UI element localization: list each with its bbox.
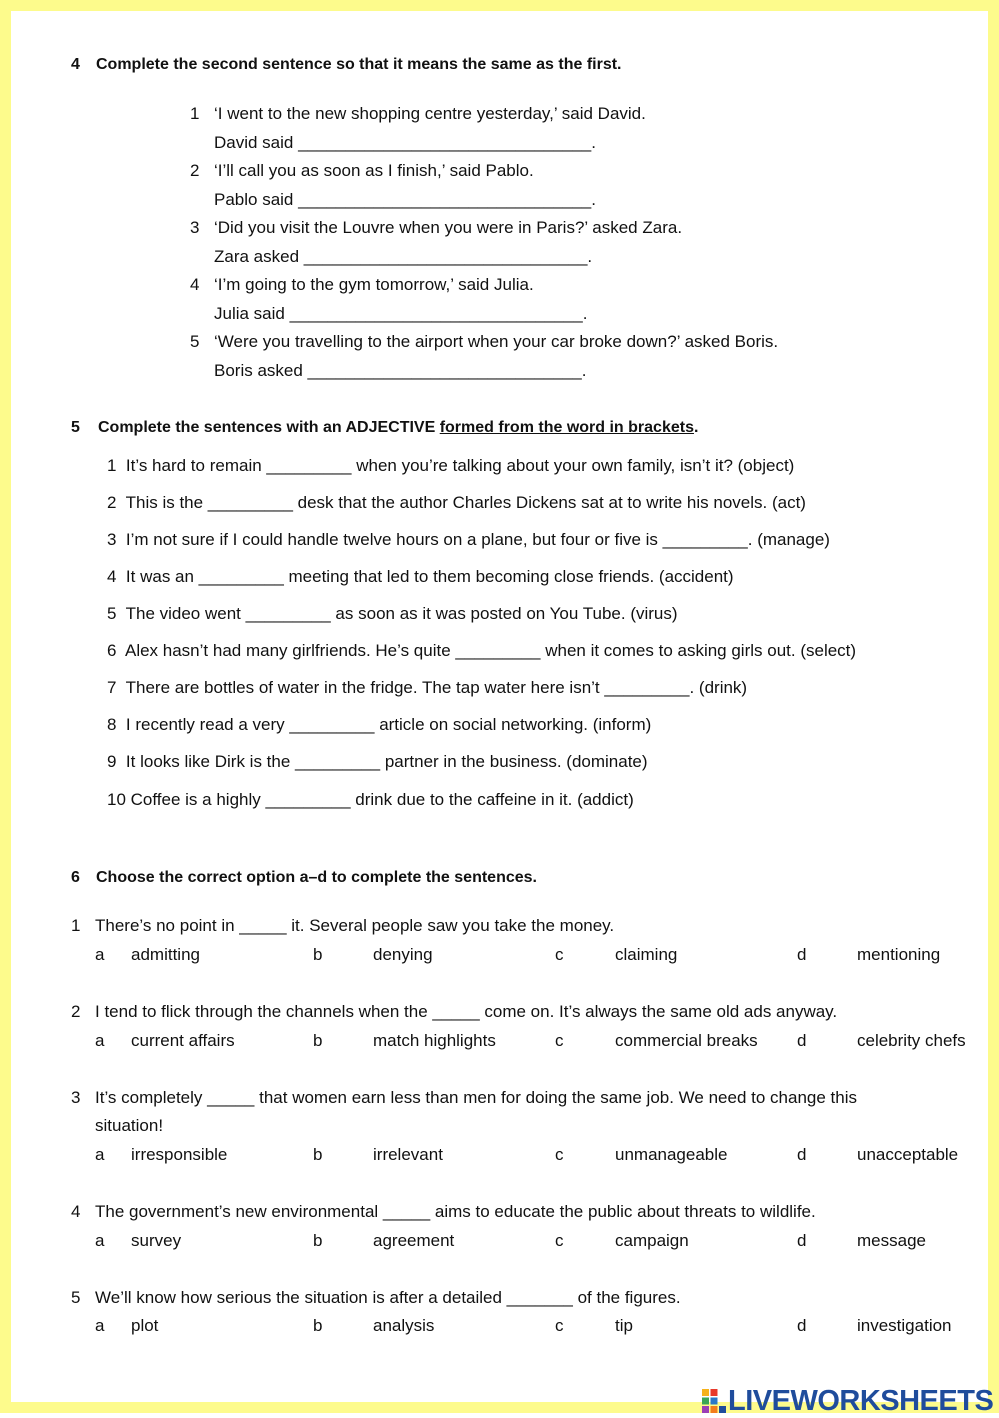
item-text: It was an _________ meeting that led to them becoming close friends. (accident) — [125, 567, 734, 586]
item-number: 1 — [190, 104, 200, 123]
item-answer-line[interactable]: Zara asked ______________________________. — [214, 247, 593, 266]
option-letter-b: b — [313, 1031, 323, 1050]
item-text: I recently read a very _________ article on social networking. (inform) — [125, 715, 652, 734]
option-d[interactable]: investigation — [857, 1316, 952, 1335]
option-letter-d: d — [797, 1316, 807, 1335]
option-letter-a: a — [95, 1316, 105, 1335]
option-letter-d: d — [797, 1231, 807, 1250]
option-c[interactable]: commercial breaks — [615, 1031, 758, 1050]
section5-item[interactable] — [107, 715, 651, 735]
section4-title: Complete the second sentence so that it means the same as the first. — [96, 56, 622, 73]
option-letter-c: c — [555, 1145, 564, 1164]
section5-item[interactable] — [107, 790, 634, 810]
question-number: 4 — [71, 1202, 81, 1221]
item-number: 4 — [107, 567, 117, 586]
option-d[interactable]: celebrity chefs — [857, 1031, 966, 1050]
item-number: 3 — [190, 218, 200, 237]
option-a[interactable]: survey — [131, 1231, 182, 1250]
question-text: We’ll know how serious the situation is after a detailed _______ of the figures. — [95, 1288, 681, 1307]
item-quote: ‘I’ll call you as soon as I finish,’ said Pablo. — [214, 161, 534, 180]
section5-item[interactable] — [107, 604, 678, 624]
question-number: 3 — [71, 1088, 81, 1107]
item-answer-line[interactable]: David said _______________________________. — [214, 133, 596, 152]
item-text: The video went _________ as soon as it was posted on You Tube. (virus) — [125, 604, 678, 623]
section4-number: 4 — [71, 56, 80, 73]
option-letter-c: c — [555, 1231, 564, 1250]
section5-item[interactable] — [107, 678, 747, 698]
section5-title-end: . — [693, 419, 699, 436]
option-letter-c: c — [555, 1316, 564, 1335]
item-text: There are bottles of water in the fridge. The tap water here isn’t _________. (drink) — [125, 678, 748, 697]
section6-number: 6 — [71, 869, 80, 886]
item-number: 5 — [107, 604, 117, 623]
question-number: 5 — [71, 1288, 81, 1307]
section5-title — [98, 419, 698, 437]
item-number: 2 — [107, 493, 117, 512]
option-a[interactable]: current affairs — [131, 1031, 235, 1050]
item-number: 8 — [107, 715, 117, 734]
item-answer-line[interactable]: Pablo said _______________________________. — [214, 190, 596, 209]
option-b[interactable]: irrelevant — [373, 1145, 443, 1164]
item-answer-line[interactable]: Boris asked _____________________________. — [214, 361, 587, 380]
section5-item[interactable] — [107, 641, 856, 661]
option-a[interactable]: plot — [131, 1316, 159, 1335]
question-text-cont: situation! — [95, 1116, 164, 1135]
item-text: I’m not sure if I could handle twelve hours on a plane, but four or five is _________. (manage) — [125, 530, 830, 549]
option-b[interactable]: analysis — [373, 1316, 435, 1335]
item-answer-line[interactable]: Julia said _______________________________. — [214, 304, 588, 323]
item-number: 9 — [107, 752, 117, 771]
option-a[interactable]: admitting — [131, 945, 200, 964]
item-text: It looks like Dirk is the _________ partner in the business. (dominate) — [125, 752, 648, 771]
item-number: 5 — [190, 332, 200, 351]
option-b[interactable]: denying — [373, 945, 433, 964]
liveworksheets-logo-icon — [702, 1389, 726, 1413]
item-quote: ‘I’m going to the gym tomorrow,’ said Julia. — [214, 275, 534, 294]
item-number: 3 — [107, 530, 117, 549]
section5-title-text: Complete the sentences with an ADJECTIVE — [98, 419, 440, 436]
option-d[interactable]: unacceptable — [857, 1145, 959, 1164]
option-d[interactable]: mentioning — [857, 945, 941, 964]
logo-text: LIVEWORKSHEETS — [728, 1385, 994, 1417]
item-number: 1 — [107, 456, 117, 475]
section5-item[interactable] — [107, 530, 830, 550]
question-text: The government’s new environmental _____ aims to educate the public about threats to wildlife. — [95, 1202, 816, 1221]
option-letter-a: a — [95, 945, 105, 964]
item-number: 7 — [107, 678, 117, 697]
option-letter-a: a — [95, 1231, 105, 1250]
question-number: 2 — [71, 1002, 81, 1021]
option-letter-b: b — [313, 1316, 323, 1335]
option-c[interactable]: campaign — [615, 1231, 689, 1250]
section6-title: Choose the correct option a–d to complete the sentences. — [96, 869, 537, 886]
item-text: Alex hasn’t had many girlfriends. He’s quite _________ when it comes to asking girls out. (select) — [124, 641, 857, 660]
item-number: 4 — [190, 275, 200, 294]
option-a[interactable]: irresponsible — [131, 1145, 228, 1164]
item-quote: ‘Were you travelling to the airport when your car broke down?’ asked Boris. — [214, 332, 779, 351]
question-text: I tend to flick through the channels when the _____ come on. It’s always the same old ads anyway. — [95, 1002, 838, 1021]
item-number: 6 — [107, 641, 117, 660]
section5-item[interactable] — [107, 456, 794, 476]
option-letter-b: b — [313, 945, 323, 964]
section5-title-underlined: formed from the word in brackets — [439, 419, 694, 436]
item-text: It’s hard to remain _________ when you’re talking about your own family, isn’t it? (object) — [125, 456, 795, 475]
option-c[interactable]: claiming — [615, 945, 678, 964]
question-text: There’s no point in _____ it. Several people saw you take the money. — [95, 916, 615, 935]
item-quote: ‘Did you visit the Louvre when you were in Paris?’ asked Zara. — [214, 218, 683, 237]
item-text: This is the _________ desk that the author Charles Dickens sat at to write his novels. (act) — [125, 493, 806, 512]
option-b[interactable]: agreement — [373, 1231, 455, 1250]
item-text: Coffee is a highly _________ drink due to the caffeine in it. (addict) — [130, 790, 634, 809]
section5-item[interactable] — [107, 493, 806, 513]
item-number: 2 — [190, 161, 200, 180]
option-letter-d: d — [797, 1145, 807, 1164]
option-c[interactable]: unmanageable — [615, 1145, 728, 1164]
section5-item[interactable] — [107, 567, 734, 587]
option-letter-b: b — [313, 1145, 323, 1164]
question-number: 1 — [71, 916, 81, 935]
option-letter-d: d — [797, 945, 807, 964]
option-d[interactable]: message — [857, 1231, 926, 1250]
option-letter-b: b — [313, 1231, 323, 1250]
question-text: It’s completely _____ that women earn less than men for doing the same job. We need to change this — [95, 1088, 857, 1107]
option-b[interactable]: match highlights — [373, 1031, 496, 1050]
section5-item[interactable] — [107, 752, 648, 772]
option-c[interactable]: tip — [615, 1316, 633, 1335]
item-number: 10 — [107, 790, 126, 809]
option-letter-a: a — [95, 1145, 105, 1164]
item-quote: ‘I went to the new shopping centre yesterday,’ said David. — [214, 104, 646, 123]
option-letter-d: d — [797, 1031, 807, 1050]
option-letter-c: c — [555, 1031, 564, 1050]
option-letter-c: c — [555, 945, 564, 964]
option-letter-a: a — [95, 1031, 105, 1050]
section5-number: 5 — [71, 419, 80, 436]
